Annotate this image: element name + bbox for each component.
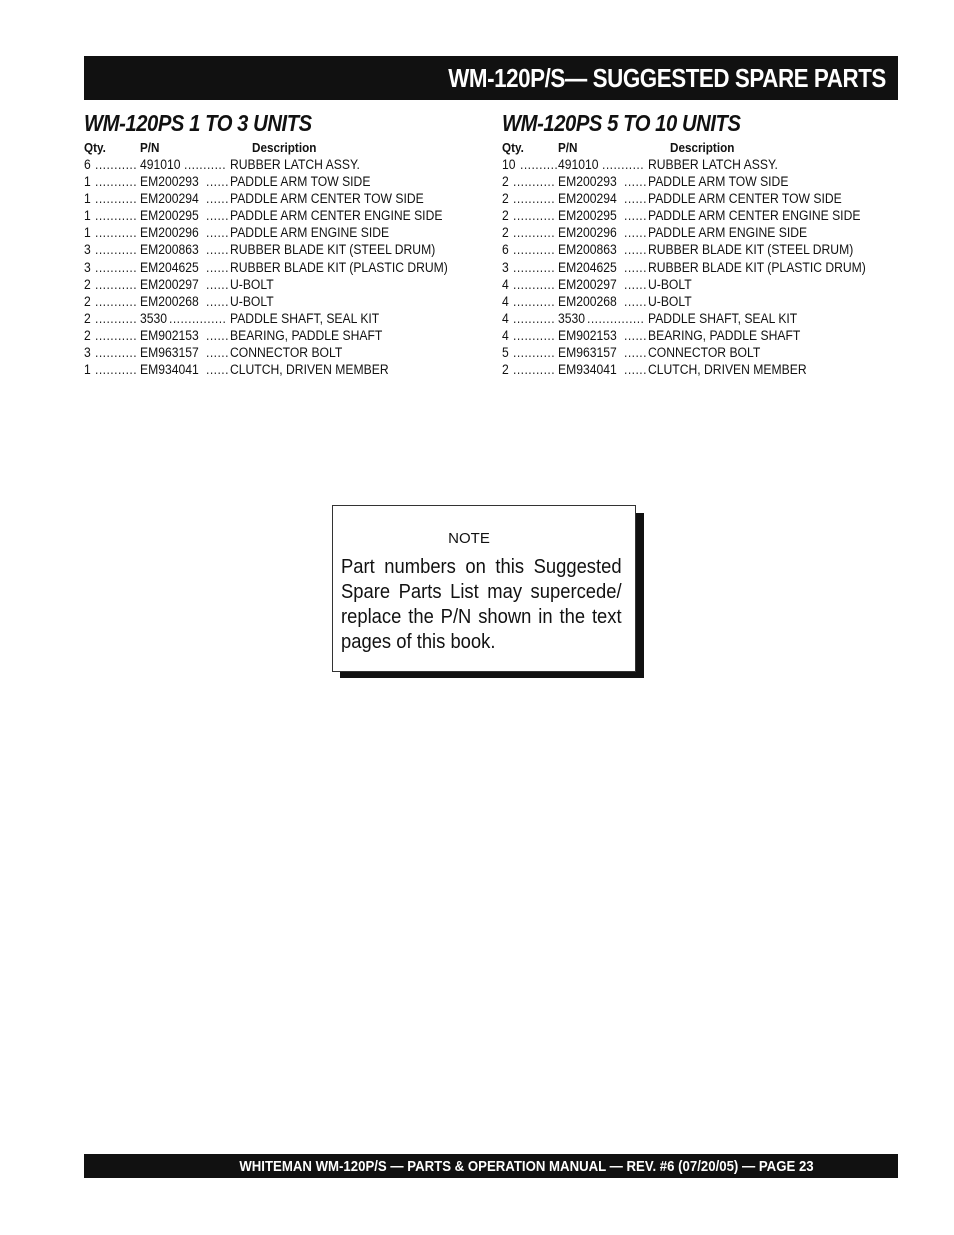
qty-cell: 1 — [84, 174, 91, 190]
table-row — [502, 311, 898, 328]
table-row — [84, 191, 484, 208]
pn-cell: EM200295 — [558, 208, 617, 224]
qty-header: Qty. — [502, 140, 524, 155]
right-section-title: WM-120PS 5 TO 10 UNITS — [502, 110, 741, 136]
table-row — [84, 294, 484, 311]
leader-dots: ........... — [95, 242, 138, 258]
description-cell: CLUTCH, DRIVEN MEMBER — [648, 362, 807, 378]
right-parts-section — [502, 110, 898, 379]
qty-cell: 2 — [502, 362, 509, 378]
pn-cell: 491010 — [558, 157, 599, 172]
right-column-headers — [502, 140, 898, 157]
leader-dots: ...... — [206, 276, 229, 292]
qty-cell: 1 — [84, 225, 91, 241]
table-row — [502, 362, 898, 379]
pn-cell: EM200268 — [140, 293, 199, 309]
leader-dots: ........... — [95, 345, 138, 361]
leader-dots: ........... — [95, 327, 138, 343]
pn-cell: 3530 — [558, 310, 586, 326]
qty-cell: 4 — [502, 293, 509, 309]
leader-dots: ...... — [206, 345, 229, 361]
table-row — [84, 208, 484, 225]
leader-dots: ........... — [513, 191, 556, 207]
description-cell: U-BOLT — [648, 276, 692, 292]
qty-cell: 2 — [84, 310, 91, 326]
leader-dots: ........... — [95, 310, 138, 326]
page-title: WM-120P/S— SUGGESTED SPARE PARTS — [448, 62, 886, 93]
pn-header: P/N — [558, 140, 578, 155]
pn-cell: EM200296 — [558, 225, 617, 241]
description-cell: RUBBER BLADE KIT (PLASTIC DRUM) — [648, 259, 866, 275]
qty-cell: 3 — [84, 242, 91, 258]
leader-dots: ...... — [624, 191, 647, 207]
note-label: NOTE — [448, 530, 490, 547]
table-row — [84, 311, 484, 328]
table-row — [502, 225, 898, 242]
table-row — [502, 294, 898, 311]
leader-dots: ........... — [513, 345, 556, 361]
leader-dots: ...... — [206, 191, 229, 207]
leader-dots: ........... — [513, 276, 556, 292]
leader-dots: ........... — [95, 293, 138, 309]
leader-dots: ...... — [624, 362, 647, 378]
table-row — [502, 260, 898, 277]
description-cell: PADDLE SHAFT, SEAL KIT — [230, 310, 380, 326]
pn-cell: EM200297 — [140, 276, 199, 292]
pn-cell: EM934041 — [558, 362, 617, 378]
table-row — [84, 260, 484, 277]
right-parts-list — [502, 157, 898, 379]
table-row — [84, 225, 484, 242]
pn-cell: EM902153 — [140, 327, 199, 343]
pn-cell: EM200296 — [140, 225, 199, 241]
qty-cell: 5 — [502, 345, 509, 361]
description-cell: RUBBER BLADE KIT (PLASTIC DRUM) — [230, 259, 448, 275]
qty-cell: 1 — [84, 208, 91, 224]
leader-dots: ...... — [624, 174, 647, 190]
leader-dots: ........... — [95, 191, 138, 207]
pn-cell: 491010 — [140, 157, 181, 172]
note-text: Part numbers on this Suggested Spare Parts List may supercede/ replace the P/N shown in the text pages of this book. — [341, 556, 622, 653]
page-title-bar — [84, 56, 898, 100]
leader-dots: ...... — [624, 345, 647, 361]
table-row — [502, 191, 898, 208]
leader-dots: ...... — [624, 225, 647, 241]
description-cell: PADDLE ARM ENGINE SIDE — [648, 225, 808, 241]
description-cell: RUBBER BLADE KIT (STEEL DRUM) — [230, 242, 436, 258]
left-parts-section — [84, 110, 484, 379]
description-cell: PADDLE ARM CENTER ENGINE SIDE — [230, 208, 443, 224]
leader-dots: ...... — [624, 259, 647, 275]
leader-dots: ...... — [206, 174, 229, 190]
qty-cell: 6 — [502, 242, 509, 258]
pn-cell: EM200295 — [140, 208, 199, 224]
description-cell: PADDLE SHAFT, SEAL KIT — [648, 310, 798, 326]
qty-cell: 2 — [502, 208, 509, 224]
leader-dots: ........... — [513, 259, 556, 275]
qty-cell: 3 — [502, 259, 509, 275]
description-cell: U-BOLT — [230, 276, 274, 292]
description-cell: RUBBER LATCH ASSY. — [648, 157, 778, 172]
leader-dots: ............... — [169, 310, 227, 326]
leader-dots: ...... — [624, 276, 647, 292]
leader-dots: ...... — [206, 259, 229, 275]
leader-dots: ........... — [602, 157, 645, 172]
leader-dots: ........... — [95, 362, 138, 378]
table-row — [84, 242, 484, 259]
description-cell: BEARING, PADDLE SHAFT — [648, 327, 801, 343]
pn-cell: EM204625 — [558, 259, 617, 275]
table-row — [502, 157, 898, 174]
description-cell: U-BOLT — [230, 293, 274, 309]
pn-cell: EM200293 — [140, 174, 199, 190]
description-cell: CONNECTOR BOLT — [230, 345, 343, 361]
description-cell: RUBBER BLADE KIT (STEEL DRUM) — [648, 242, 854, 258]
qty-cell: 2 — [502, 191, 509, 207]
leader-dots: ...... — [206, 293, 229, 309]
leader-dots: ...... — [206, 362, 229, 378]
note-box — [332, 505, 636, 672]
qty-cell: 6 — [84, 157, 91, 172]
table-row — [84, 174, 484, 191]
leader-dots: ...... — [624, 208, 647, 224]
left-column-headers — [84, 140, 484, 157]
description-cell: PADDLE ARM CENTER TOW SIDE — [648, 191, 842, 207]
leader-dots: ........... — [95, 225, 138, 241]
leader-dots: ........... — [513, 225, 556, 241]
pn-header: P/N — [140, 140, 160, 155]
description-cell: PADDLE ARM CENTER ENGINE SIDE — [648, 208, 861, 224]
qty-cell: 2 — [84, 327, 91, 343]
description-cell: PADDLE ARM ENGINE SIDE — [230, 225, 390, 241]
table-row — [502, 242, 898, 259]
footer-text: WHITEMAN WM-120P/S — PARTS & OPERATION MANUAL — REV. #6 (07/20/05) — PAGE 23 — [239, 1157, 814, 1175]
footer-bar — [84, 1154, 898, 1178]
table-row — [84, 157, 484, 174]
pn-cell: EM200294 — [558, 191, 617, 207]
pn-cell: EM902153 — [558, 327, 617, 343]
table-row — [84, 328, 484, 345]
leader-dots: ........... — [513, 174, 556, 190]
description-cell: CONNECTOR BOLT — [648, 345, 761, 361]
qty-cell: 1 — [84, 362, 91, 378]
leader-dots: ...... — [624, 327, 647, 343]
table-row — [502, 345, 898, 362]
leader-dots: ........... — [513, 293, 556, 309]
pn-cell: EM200863 — [558, 242, 617, 258]
leader-dots: ...... — [624, 293, 647, 309]
leader-dots: ...... — [624, 242, 647, 258]
qty-cell: 1 — [84, 191, 91, 207]
description-header: Description — [252, 140, 317, 155]
leader-dots: ........... — [513, 242, 556, 258]
left-parts-list — [84, 157, 484, 379]
leader-dots: .......... — [520, 157, 559, 172]
left-section-title: WM-120PS 1 TO 3 UNITS — [84, 110, 312, 136]
table-row — [502, 277, 898, 294]
pn-cell: EM200297 — [558, 276, 617, 292]
table-row — [84, 277, 484, 294]
qty-cell: 2 — [84, 293, 91, 309]
qty-cell: 4 — [502, 276, 509, 292]
description-cell: BEARING, PADDLE SHAFT — [230, 327, 383, 343]
description-cell: CLUTCH, DRIVEN MEMBER — [230, 362, 389, 378]
pn-cell: EM200863 — [140, 242, 199, 258]
leader-dots: ........... — [184, 157, 227, 172]
qty-cell: 4 — [502, 327, 509, 343]
description-cell: PADDLE ARM TOW SIDE — [230, 174, 371, 190]
qty-cell: 2 — [502, 174, 509, 190]
description-cell: PADDLE ARM TOW SIDE — [648, 174, 789, 190]
description-cell: PADDLE ARM CENTER TOW SIDE — [230, 191, 424, 207]
leader-dots: ........... — [95, 259, 138, 275]
pn-cell: EM204625 — [140, 259, 199, 275]
leader-dots: ........... — [513, 310, 556, 326]
qty-cell: 2 — [502, 225, 509, 241]
pn-cell: EM934041 — [140, 362, 199, 378]
qty-cell: 2 — [84, 276, 91, 292]
leader-dots: ........... — [513, 362, 556, 378]
qty-cell: 3 — [84, 259, 91, 275]
pn-cell: 3530 — [140, 310, 168, 326]
leader-dots: ...... — [206, 242, 229, 258]
leader-dots: ............... — [587, 310, 645, 326]
table-row — [502, 208, 898, 225]
table-row — [502, 174, 898, 191]
table-row — [84, 362, 484, 379]
leader-dots: ........... — [513, 327, 556, 343]
pn-cell: EM200293 — [558, 174, 617, 190]
pn-cell: EM200268 — [558, 293, 617, 309]
description-cell: RUBBER LATCH ASSY. — [230, 157, 360, 172]
pn-cell: EM963157 — [558, 345, 617, 361]
leader-dots: ...... — [206, 327, 229, 343]
qty-cell: 4 — [502, 310, 509, 326]
leader-dots: ........... — [95, 276, 138, 292]
pn-cell: EM200294 — [140, 191, 199, 207]
leader-dots: ........... — [95, 174, 138, 190]
qty-cell: 10 — [502, 157, 516, 172]
qty-cell: 3 — [84, 345, 91, 361]
leader-dots: ........... — [513, 208, 556, 224]
leader-dots: ........... — [95, 157, 138, 172]
table-row — [84, 345, 484, 362]
leader-dots: ...... — [206, 225, 229, 241]
qty-header: Qty. — [84, 140, 106, 155]
description-header: Description — [670, 140, 735, 155]
table-row — [502, 328, 898, 345]
leader-dots: ...... — [206, 208, 229, 224]
pn-cell: EM963157 — [140, 345, 199, 361]
description-cell: U-BOLT — [648, 293, 692, 309]
leader-dots: ........... — [95, 208, 138, 224]
